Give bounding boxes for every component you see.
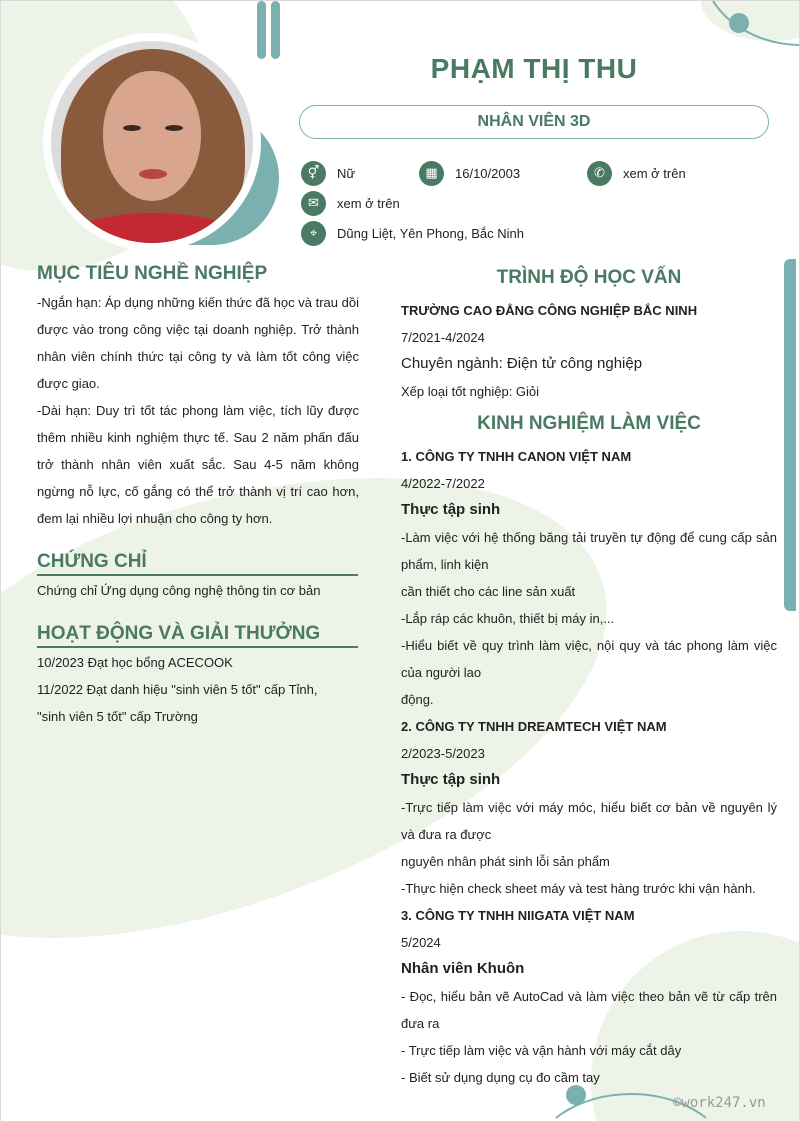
certificates-title: CHỨNG CHỈ — [37, 551, 358, 576]
job-company: 2. CÔNG TY TNHH DREAMTECH VIỆT NAM — [401, 719, 667, 734]
education-school: TRƯỜNG CAO ĐẲNG CÔNG NGHIỆP BẮC NINH — [401, 303, 698, 318]
experience-title: KINH NGHIỆM LÀM VIỆC — [477, 413, 701, 434]
job-company: 3. CÔNG TY TNHH NIIGATA VIỆT NAM — [401, 908, 635, 923]
job-detail: -Thực hiện check sheet máy và test hàng trước khi vận hành. — [401, 881, 756, 896]
decor-dot — [729, 13, 749, 33]
location-icon: ⌖ — [301, 221, 326, 246]
job-detail: -Lắp ráp các khuôn, thiết bị máy in,... — [401, 611, 615, 626]
objective-title: MỤC TIÊU NGHỀ NGHIỆP — [37, 263, 268, 284]
job-detail: nguyên nhân phát sinh lỗi sản phẩm — [401, 854, 610, 869]
job-detail: - Trực tiếp làm việc và vận hành với máy cắt dây — [401, 1043, 682, 1058]
job-period: 2/2023-5/2023 — [401, 746, 485, 761]
avatar-photo — [51, 41, 253, 243]
job-role: Nhân viên Khuôn — [401, 960, 525, 977]
watermark: ©work247.vn — [673, 1095, 766, 1111]
activities-title: HOẠT ĐỘNG VÀ GIẢI THƯỞNG — [37, 623, 358, 648]
education-period: 7/2021-4/2024 — [401, 330, 485, 345]
contact-phone — [587, 161, 686, 186]
job-detail: -Hiểu biết về quy trình làm việc, nội quy và tác phong làm việc của người lao — [401, 638, 777, 680]
job-period: 4/2022-7/2022 — [401, 476, 485, 491]
gender-value: Nữ — [337, 166, 356, 181]
job-detail: - Đọc, hiểu bản vẽ AutoCad và làm việc theo bản vẽ từ cấp trên đưa ra — [401, 989, 777, 1031]
contact-address — [301, 221, 524, 246]
decor-side-bar — [784, 259, 796, 611]
phone-value: xem ở trên — [623, 166, 686, 181]
email-value: xem ở trên — [337, 196, 400, 211]
certificate-item: Chứng chỉ Ứng dụng công nghệ thông tin cơ bản — [37, 583, 321, 598]
activity-item: 10/2023 Đạt học bổng ACECOOK — [37, 655, 233, 670]
job-company: 1. CÔNG TY TNHH CANON VIỆT NAM — [401, 449, 632, 464]
birthday-value: 16/10/2003 — [455, 166, 521, 181]
decor-bar — [271, 1, 280, 59]
avatar — [43, 33, 261, 251]
contact-email — [301, 191, 400, 216]
job-detail: động. — [401, 692, 434, 707]
job-detail: - Biết sử dụng dụng cụ đo cầm tay — [401, 1070, 600, 1085]
job-role: Thực tập sinh — [401, 771, 501, 788]
objective-long-term: -Dài hạn: Duy trì tốt tác phong làm việc, tích lũy được thêm nhiều kinh nghiệm thực tế. Sau 2 năm phấn đấu trở thành nhân viên xuất sắc. Sau 4-5 năm không ngừng nỗ lực, cố gắng có thể trở thành vị trí cao hơn, đem lại nhiều lợi nhuận cho công ty hơn. — [37, 403, 359, 526]
objective-short-term: -Ngắn hạn: Áp dụng những kiến thức đã học và trau dồi được vào trong công việc tại doanh nghiệp. Trở thành nhân viên chính thức tại công ty và làm tốt công việc được giao. — [37, 295, 359, 391]
candidate-name: PHẠM THỊ THU — [430, 53, 638, 84]
contact-gender — [301, 161, 355, 186]
contact-birthday — [419, 161, 520, 186]
activity-item: "sinh viên 5 tốt" cấp Trường — [37, 709, 198, 724]
job-period: 5/2024 — [401, 935, 441, 950]
job-detail: -Trực tiếp làm việc với máy móc, hiểu biết cơ bản về nguyên lý và đưa ra được — [401, 800, 777, 842]
job-role: Thực tập sinh — [401, 501, 501, 518]
activity-item: 11/2022 Đạt danh hiệu "sinh viên 5 tốt" cấp Tỉnh, — [37, 682, 318, 697]
position-title: NHÂN VIÊN 3D — [299, 105, 769, 139]
education-grade: Xếp loại tốt nghiệp: Giỏi — [401, 384, 540, 399]
job-detail: cần thiết cho các line sản xuất — [401, 584, 576, 599]
calendar-icon: ▦ — [419, 161, 444, 186]
phone-icon: ✆ — [587, 161, 612, 186]
education-major: Chuyên ngành: Điện tử công nghiệp — [401, 355, 643, 372]
gender-icon: ⚥ — [301, 161, 326, 186]
education-title: TRÌNH ĐỘ HỌC VẤN — [496, 267, 682, 288]
job-detail: -Làm việc với hệ thống băng tải truyền tự động để cung cấp sản phẩm, linh kiện — [401, 530, 777, 572]
email-icon: ✉ — [301, 191, 326, 216]
decor-bar — [257, 1, 266, 59]
address-value: Dũng Liệt, Yên Phong, Bắc Ninh — [337, 226, 524, 241]
